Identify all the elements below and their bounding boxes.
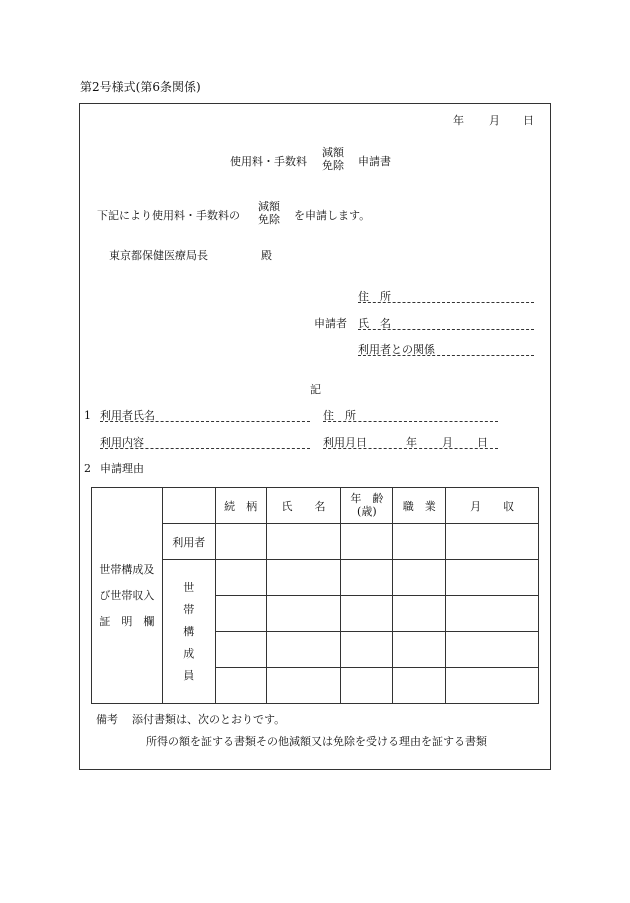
- header-income: 月 収: [446, 488, 539, 524]
- members-char: 帯: [183, 602, 195, 616]
- user-row-label: 利用者: [162, 524, 215, 560]
- table-cell[interactable]: [215, 560, 266, 596]
- section2-number: 2: [84, 462, 91, 475]
- applicant-address-line[interactable]: [358, 302, 534, 303]
- table-cell[interactable]: [446, 524, 539, 560]
- section1-number: 1: [84, 409, 91, 422]
- section1-address-label: 住 所: [323, 409, 356, 422]
- header-name: 氏 名: [266, 488, 341, 524]
- table-cell[interactable]: [446, 560, 539, 596]
- date-day: 日: [523, 114, 534, 127]
- usage-date-line[interactable]: [323, 448, 498, 449]
- applicant-relation-line[interactable]: [358, 355, 534, 356]
- user-address-line[interactable]: [323, 421, 498, 422]
- user-name-line[interactable]: [100, 421, 310, 422]
- table-cell[interactable]: [341, 524, 393, 560]
- header-occupation: 職 業: [393, 488, 446, 524]
- title-prefix: 使用料・手数料: [230, 155, 307, 168]
- section1-day: 日: [477, 436, 488, 449]
- intro-options: [258, 201, 280, 226]
- table-cell[interactable]: [446, 596, 539, 632]
- section1-year: 年: [406, 436, 417, 449]
- household-proof-header-line2: び世帯収入: [99, 588, 155, 602]
- household-proof-header-line3: 証 明 欄: [99, 615, 155, 629]
- intro-suffix: を申請します。: [294, 209, 371, 222]
- title-suffix: 申請書: [358, 155, 391, 168]
- table-cell[interactable]: [266, 560, 341, 596]
- section1-date-label: 利用月日: [323, 436, 367, 449]
- table-cell[interactable]: [266, 524, 341, 560]
- remarks-line2: 所得の額を証する書類その他減額又は免除を受ける理由を証する書類: [146, 735, 487, 748]
- note-heading: 記: [310, 383, 321, 396]
- table-cell[interactable]: [393, 596, 446, 632]
- table-cell[interactable]: [341, 632, 393, 668]
- members-char: 世: [183, 580, 195, 594]
- applicant-heading: 申請者: [314, 317, 347, 330]
- section1-user-name-label: 利用者氏名: [100, 409, 155, 422]
- header-age-line1: 年 齢: [350, 491, 384, 505]
- header-age: [341, 488, 393, 524]
- table-cell[interactable]: [266, 596, 341, 632]
- table-cell[interactable]: [215, 524, 266, 560]
- table-cell[interactable]: [266, 632, 341, 668]
- form-number-label: 第2号様式(第6条関係): [80, 80, 201, 94]
- table-cell[interactable]: [393, 668, 446, 704]
- table-cell[interactable]: [393, 632, 446, 668]
- section1-content-label: 利用内容: [100, 436, 144, 449]
- applicant-name-line[interactable]: [358, 329, 534, 330]
- table-cell[interactable]: [446, 668, 539, 704]
- table-cell[interactable]: [341, 560, 393, 596]
- remarks-line1: 添付書類は、次のとおりです。: [132, 713, 286, 726]
- members-char: 員: [183, 668, 195, 682]
- applicant-address-label: 住 所: [358, 290, 391, 303]
- table-cell[interactable]: [393, 524, 446, 560]
- section2-label: 申請理由: [100, 462, 144, 475]
- header-age-line2: (歳): [357, 504, 377, 518]
- members-char: 構: [183, 624, 195, 638]
- household-income-table: [91, 487, 539, 704]
- applicant-name-label: 氏 名: [358, 317, 391, 330]
- title-option-exemption: 免除: [322, 158, 344, 172]
- table-cell[interactable]: [446, 632, 539, 668]
- title-options: [322, 147, 344, 172]
- members-char: 成: [183, 646, 195, 660]
- household-members-label: [162, 560, 215, 704]
- intro-option-exemption: 免除: [258, 212, 280, 226]
- table-cell[interactable]: [266, 668, 341, 704]
- intro-option-reduction: 減額: [258, 200, 280, 213]
- remarks-label: 備考: [96, 713, 118, 726]
- applicant-relation-label: 利用者との関係: [358, 343, 435, 356]
- table-corner-cell: [162, 488, 215, 524]
- title-option-reduction: 減額: [322, 146, 344, 159]
- section1-month: 月: [442, 436, 453, 449]
- header-relation: 続 柄: [215, 488, 266, 524]
- table-cell[interactable]: [341, 668, 393, 704]
- table-cell[interactable]: [215, 596, 266, 632]
- household-proof-header-line1: 世帯構成及: [99, 562, 155, 576]
- household-proof-header: [92, 488, 163, 704]
- usage-content-line[interactable]: [100, 448, 310, 449]
- intro-prefix: 下記により使用料・手数料の: [97, 209, 240, 222]
- date-year: 年: [453, 114, 464, 127]
- date-month: 月: [489, 114, 500, 127]
- table-cell[interactable]: [393, 560, 446, 596]
- table-cell[interactable]: [215, 632, 266, 668]
- table-cell[interactable]: [341, 596, 393, 632]
- addressee-name: 東京都保健医療局長: [109, 249, 208, 262]
- table-header-row: [92, 488, 539, 524]
- addressee-honorific: 殿: [261, 249, 272, 262]
- table-cell[interactable]: [215, 668, 266, 704]
